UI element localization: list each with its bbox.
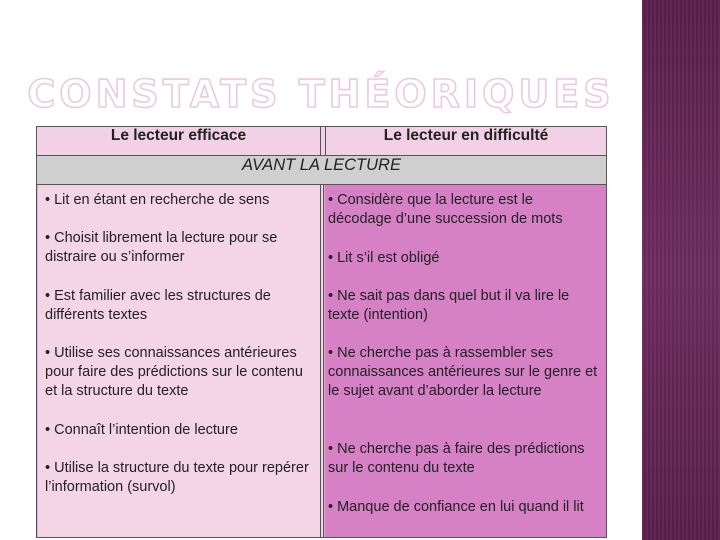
left-item: • Utilise ses connaissances antérieures pour faire des prédictions sur le contenu et la structure du texte — [45, 345, 303, 399]
content-row — [37, 185, 607, 538]
header-left: Le lecteur efficace — [37, 127, 321, 156]
content-cell — [37, 185, 607, 538]
section-label: AVANT LA LECTURE — [37, 156, 607, 185]
section-row — [37, 156, 607, 185]
page-title: CONSTATS THÉORIQUES — [27, 72, 615, 116]
table-header-row — [37, 127, 607, 156]
decorative-side-band — [642, 0, 720, 540]
content-wrap — [37, 185, 606, 537]
left-item: • Connaît l’intention de lecture — [45, 422, 238, 438]
left-item: • Est familier avec les structures de différents textes — [45, 288, 271, 323]
left-item: • Choisit librement la lecture pour se distraire ou s’informer — [45, 230, 278, 265]
right-item: • Ne cherche pas à rassembler ses connaissances antérieures sur le genre et le sujet avant d’aborder la lecture — [328, 345, 598, 399]
right-item: • Lit s’il est obligé — [328, 250, 440, 266]
column-divider-left — [320, 185, 321, 537]
left-item: • Lit en étant en recherche de sens — [45, 192, 270, 208]
right-item: • Ne sait pas dans quel but il va lire le texte (intention) — [328, 288, 570, 323]
right-item: • Manque de confiance en lui quand il lit — [328, 499, 584, 515]
column-divider-right — [323, 185, 324, 537]
right-item: • Considère que la lecture est le décodage d’une succession de mots — [328, 192, 563, 227]
comparison-table — [36, 126, 607, 538]
right-item: • Ne cherche pas à faire des prédictions sur le contenu du texte — [328, 441, 585, 476]
left-item: • Utilise la structure du texte pour repérer l’information (survol) — [45, 460, 309, 495]
header-right: Le lecteur en difficulté — [326, 127, 607, 156]
